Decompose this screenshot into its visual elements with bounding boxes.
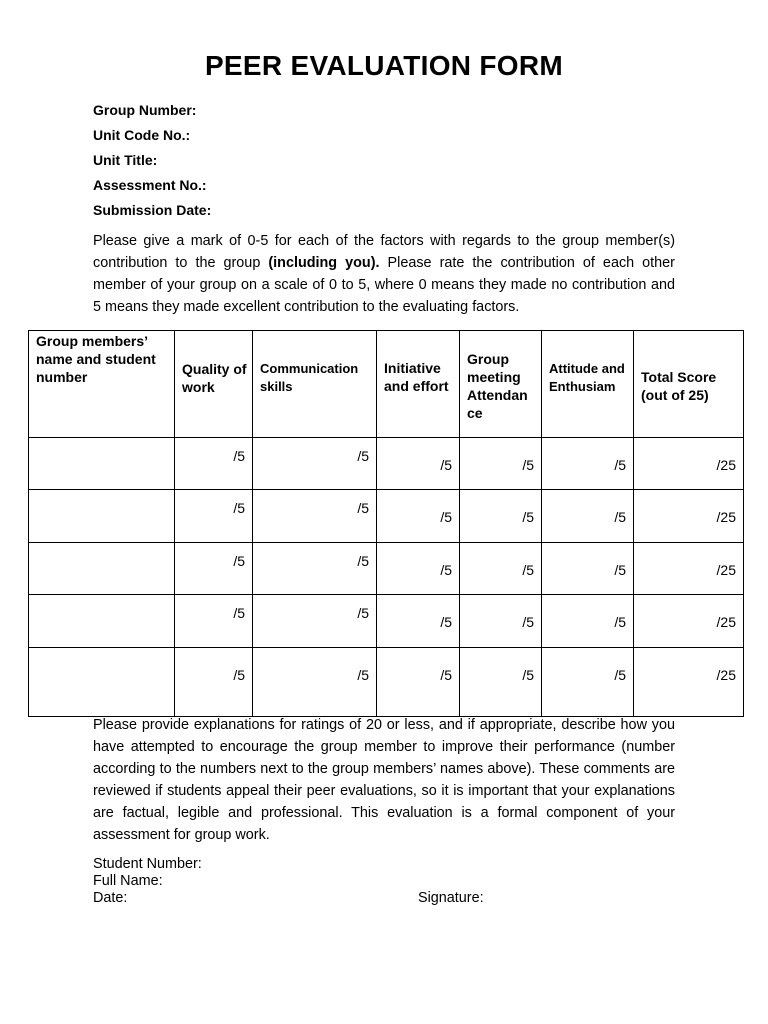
- assessment-number-label: Assessment No.:: [93, 177, 207, 193]
- submission-date-label: Submission Date:: [93, 202, 212, 218]
- score-max-label: /5: [440, 562, 452, 578]
- member-name-cell[interactable]: [29, 490, 175, 543]
- score-cell[interactable]: [253, 595, 377, 648]
- score-max-label: /25: [716, 614, 736, 630]
- score-max-label: /25: [716, 457, 736, 473]
- score-cell[interactable]: [460, 543, 542, 595]
- score-max-label: /5: [522, 457, 534, 473]
- score-max-label: /5: [440, 509, 452, 525]
- score-max-label: /5: [357, 553, 369, 569]
- score-cell[interactable]: [634, 648, 744, 717]
- score-cell[interactable]: [175, 438, 253, 490]
- score-cell[interactable]: [460, 648, 542, 717]
- instructions-paragraph: [93, 230, 675, 318]
- score-max-label: /5: [614, 457, 626, 473]
- score-cell[interactable]: [634, 543, 744, 595]
- score-cell[interactable]: [377, 648, 460, 717]
- score-max-label: /5: [614, 667, 626, 683]
- score-max-label: /5: [233, 448, 245, 464]
- score-max-label: /5: [357, 667, 369, 683]
- form-fields: [93, 101, 211, 226]
- header-member-name: Group members’ name and student number: [29, 331, 175, 438]
- instructions-text-bold: (including you).: [268, 255, 380, 271]
- evaluation-table: [28, 330, 744, 717]
- member-name-cell[interactable]: [29, 595, 175, 648]
- score-cell[interactable]: [634, 438, 744, 490]
- explanation-paragraph: Please provide explanations for ratings of 20 or less, and if appropriate, describe how you have attempted to encourage the group member to improve their performance (number according to the numbers next to the group members’ names above). These comments are reviewed if students appeal their peer evaluations, so it is important that your explanations are factual, legible and professional. This evaluation is a formal component of your assessment for group work.: [93, 717, 675, 843]
- score-cell[interactable]: [377, 543, 460, 595]
- student-number-label: Student Number:: [93, 856, 202, 872]
- signature-label: Signature:: [418, 890, 484, 906]
- score-cell[interactable]: [175, 595, 253, 648]
- score-max-label: /5: [440, 667, 452, 683]
- score-cell[interactable]: [253, 543, 377, 595]
- score-max-label: /5: [357, 500, 369, 516]
- score-max-label: /5: [233, 605, 245, 621]
- score-max-label: /5: [233, 667, 245, 683]
- table-row: [29, 595, 744, 648]
- header-total: Total Score (out of 25): [634, 331, 744, 438]
- unit-title-label: Unit Title:: [93, 152, 158, 168]
- score-max-label: /5: [233, 553, 245, 569]
- score-cell[interactable]: [175, 543, 253, 595]
- score-cell[interactable]: [253, 648, 377, 717]
- group-number-label: Group Number:: [93, 102, 197, 118]
- full-name-label: Full Name:: [93, 873, 163, 889]
- score-cell[interactable]: [377, 595, 460, 648]
- score-cell[interactable]: [634, 595, 744, 648]
- score-max-label: /5: [614, 614, 626, 630]
- score-cell[interactable]: [542, 490, 634, 543]
- score-cell[interactable]: [175, 490, 253, 543]
- score-max-label: /5: [522, 614, 534, 630]
- score-max-label: /5: [522, 509, 534, 525]
- score-cell[interactable]: [460, 438, 542, 490]
- header-communication: Communication skills: [253, 331, 377, 438]
- score-max-label: /5: [522, 562, 534, 578]
- table-row: [29, 543, 744, 595]
- header-attendance: Group meeting Attendan ce: [460, 331, 542, 438]
- date-label: Date:: [93, 890, 128, 906]
- instructions-text-start: Please give a mark of 0-5 for each of the factors with regards to the group member(s) contribution to the group: [93, 233, 675, 271]
- score-max-label: /25: [716, 509, 736, 525]
- score-cell[interactable]: [542, 595, 634, 648]
- table-header-row: [29, 331, 744, 438]
- header-quality: Quality of work: [175, 331, 253, 438]
- score-max-label: /5: [233, 500, 245, 516]
- score-cell[interactable]: [460, 595, 542, 648]
- table-body: [29, 438, 744, 717]
- score-cell[interactable]: [253, 490, 377, 543]
- header-attitude: Attitude and Enthusiam: [542, 331, 634, 438]
- table-row: [29, 438, 744, 490]
- score-max-label: /5: [357, 605, 369, 621]
- score-max-label: /5: [440, 614, 452, 630]
- score-max-label: /5: [357, 448, 369, 464]
- score-cell[interactable]: [253, 438, 377, 490]
- score-cell[interactable]: [460, 490, 542, 543]
- score-cell[interactable]: [634, 490, 744, 543]
- table-row: [29, 490, 744, 543]
- header-initiative: Initiative and effort: [377, 331, 460, 438]
- unit-code-label: Unit Code No.:: [93, 127, 191, 143]
- score-cell[interactable]: [377, 490, 460, 543]
- score-cell[interactable]: [542, 648, 634, 717]
- member-name-cell[interactable]: [29, 648, 175, 717]
- table-row: [29, 648, 744, 717]
- score-max-label: /5: [522, 667, 534, 683]
- member-name-cell[interactable]: [29, 438, 175, 490]
- page-title: PEER EVALUATION FORM: [204, 50, 564, 81]
- score-cell[interactable]: [542, 438, 634, 490]
- score-cell[interactable]: [377, 438, 460, 490]
- signoff-block: [93, 856, 202, 907]
- member-name-cell[interactable]: [29, 543, 175, 595]
- score-max-label: /5: [614, 562, 626, 578]
- score-max-label: /5: [614, 509, 626, 525]
- score-max-label: /25: [716, 667, 736, 683]
- score-max-label: /25: [716, 562, 736, 578]
- score-cell[interactable]: [542, 543, 634, 595]
- instructions-text-end: Please rate the contribution of each other member of your group on a scale of 0 to 5, where 0 means they made no contribution and 5 means they made excellent contribution to the evaluating factors.: [93, 255, 675, 315]
- score-cell[interactable]: [175, 648, 253, 717]
- score-max-label: /5: [440, 457, 452, 473]
